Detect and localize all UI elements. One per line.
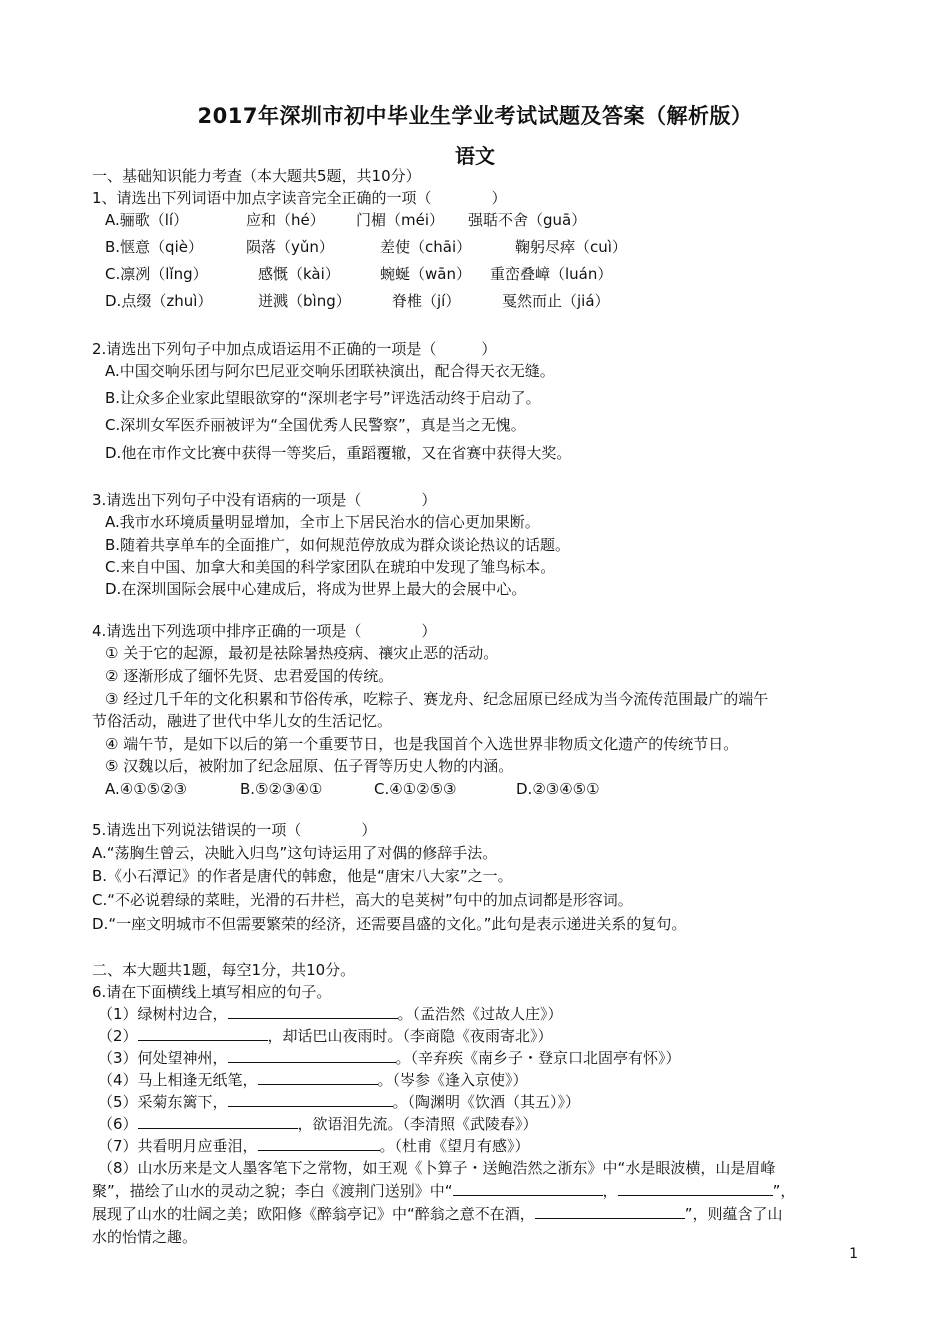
q1-option: D.点缀（zhuì） (105, 292, 213, 310)
answer-blank[interactable] (138, 1026, 268, 1041)
q1-option: 强聒不舍（guā） (468, 211, 587, 229)
q2-option: A.中国交响乐团与阿尔巴尼亚交响乐团联袂演出，配合得天衣无缝。 (105, 362, 555, 380)
q3-option: B.随着共享单车的全面推广，如何规范停放成为群众谈论热议的话题。 (105, 536, 571, 554)
q5-option: B.《小石潭记》的作者是唐代的韩愈，他是“唐宋八大家”之一。 (92, 867, 513, 885)
q8-line: 聚”，描绘了山水的灵动之貌；李白《渡荆门送别》中“ ， ”， (92, 1182, 796, 1200)
q4-stem: 4.请选出下列选项中排序正确的一项是（ ） (92, 622, 437, 640)
q5-option: D.“一座文明城市不但需要繁荣的经济，还需要昌盛的文化。”此句是表示递进关系的复句。 (92, 915, 687, 933)
section1-heading: 一、基础知识能力考查（本大题共5题，共10分） (92, 167, 421, 185)
answer-blank[interactable] (618, 1181, 773, 1196)
answer-blank[interactable] (535, 1204, 685, 1219)
q8-line: 水的怡情之趣。 (92, 1228, 198, 1246)
q4-item: ① 关于它的起源，最初是祛除暑热疫病、禳灾止恶的活动。 (105, 644, 499, 662)
answer-blank[interactable] (228, 1004, 398, 1019)
q1-option: C.凛冽（lǐng） (105, 265, 208, 283)
subject-title: 语文 (455, 144, 495, 168)
page-number: 1 (849, 1246, 858, 1262)
answer-blank[interactable] (138, 1114, 298, 1129)
q2-option: D.他在市作文比赛中获得一等奖后，重蹈覆辙，又在省赛中获得大奖。 (105, 444, 572, 462)
q4-item: 节俗活动，融进了世代中华儿女的生活记忆。 (92, 712, 393, 730)
answer-blank[interactable] (258, 1070, 378, 1085)
q5-stem: 5.请选出下列说法错误的一项（ ） (92, 821, 377, 839)
fill-line: （5）采菊东篱下， 。（陶渊明《饮酒（其五）》） (98, 1093, 581, 1111)
q4-choice: A.④①⑤②③ (105, 780, 188, 798)
q2-option: C.深圳女军医乔丽被评为“全国优秀人民警察”，真是当之无愧。 (105, 416, 526, 434)
q1-option: 门楣（méi） (356, 211, 445, 229)
answer-blank[interactable] (258, 1136, 380, 1151)
answer-blank[interactable] (228, 1092, 393, 1107)
section2-heading: 二、本大题共1题，每空1分，共10分。 (92, 961, 356, 979)
q1-option: 差使（chāi） (380, 238, 472, 256)
fill-line: （4）马上相逢无纸笔， 。（岑参《逢入京使》） (98, 1071, 528, 1089)
q8-line: （8）山水历来是文人墨客笔下之常物，如王观《卜算子・送鲍浩然之浙东》中“水是眼波横，山是眉峰 (98, 1159, 776, 1177)
q3-stem: 3.请选出下列句子中没有语病的一项是（ ） (92, 491, 437, 509)
q5-option: A.“荡胸生曾云，决眦入归鸟”这句诗运用了对偶的修辞手法。 (92, 844, 498, 862)
q1-option: 迸溅（bìng） (258, 292, 351, 310)
q6-stem: 6.请在下面横线上填写相应的句子。 (92, 983, 332, 1001)
fill-line: （6） ，欲语泪先流。（李清照《武陵春》） (98, 1115, 538, 1133)
fill-line: （3）何处望神州， 。（辛弃疾《南乡子・登京口北固亭有怀》） (98, 1049, 681, 1067)
q1-option: 应和（hé） (246, 211, 325, 229)
q1-option: 戛然而止（jiá） (502, 292, 610, 310)
q4-choice: D.②③④⑤① (516, 780, 600, 798)
q4-choice: C.④①②⑤③ (374, 780, 457, 798)
answer-blank[interactable] (453, 1181, 603, 1196)
q2-option: B.让众多企业家此望眼欲穿的“深圳老字号”评选活动终于启动了。 (105, 389, 541, 407)
q4-item: ⑤ 汉魏以后，被附加了纪念屈原、伍子胥等历史人物的内涵。 (105, 757, 514, 775)
q4-item: ③ 经过几千年的文化积累和节俗传承，吃粽子、赛龙舟、纪念屈原已经成为当今流传范围最广的端午 (105, 690, 769, 708)
q5-option: C.“不必说碧绿的菜畦，光滑的石井栏，高大的皂荚树”句中的加点词都是形容词。 (92, 891, 633, 909)
q1-option: 重峦叠嶂（luán） (490, 265, 613, 283)
q3-option: C.来自中国、加拿大和美国的科学家团队在琥珀中发现了雏鸟标本。 (105, 558, 556, 576)
fill-line: （7）共看明月应垂泪， 。（杜甫《望月有感》） (98, 1137, 530, 1155)
fill-line: （2） ，却话巴山夜雨时。（李商隐《夜雨寄北》） (98, 1027, 553, 1045)
answer-blank[interactable] (228, 1048, 396, 1063)
q1-stem: 1、请选出下列词语中加点字读音完全正确的一项（ ） (92, 189, 507, 207)
q1-option: B.惬意（qiè） (105, 238, 203, 256)
fill-line: （1）绿树村边合， 。（孟浩然《过故人庄》） (98, 1005, 563, 1023)
document-title: 2017年深圳市初中毕业生学业考试试题及答案（解析版） (197, 104, 753, 128)
q4-choice: B.⑤②③④① (240, 780, 323, 798)
q1-option: 陨落（yǔn） (246, 238, 334, 256)
q1-option: A.骊歌（lí） (105, 211, 189, 229)
q1-option: 感慨（kài） (258, 265, 340, 283)
q1-option: 鞠躬尽瘁（cuì） (515, 238, 627, 256)
q2-stem: 2.请选出下列句子中加点成语运用不正确的一项是（ ） (92, 340, 497, 358)
q1-option: 蜿蜒（wān） (380, 265, 471, 283)
q4-item: ② 逐渐形成了缅怀先贤、忠君爱国的传统。 (105, 667, 394, 685)
q4-item: ④ 端午节，是如下以后的第一个重要节日，也是我国首个入选世界非物质文化遗产的传统节日。 (105, 735, 739, 753)
q1-option: 脊椎（jí） (392, 292, 461, 310)
q3-option: A.我市水环境质量明显增加，全市上下居民治水的信心更加果断。 (105, 513, 540, 531)
q8-line: 展现了山水的壮阔之美；欧阳修《醉翁亭记》中“醉翁之意不在酒， ”，则蕴含了山 (92, 1205, 783, 1223)
q3-option: D.在深圳国际会展中心建成后，将成为世界上最大的会展中心。 (105, 580, 527, 598)
